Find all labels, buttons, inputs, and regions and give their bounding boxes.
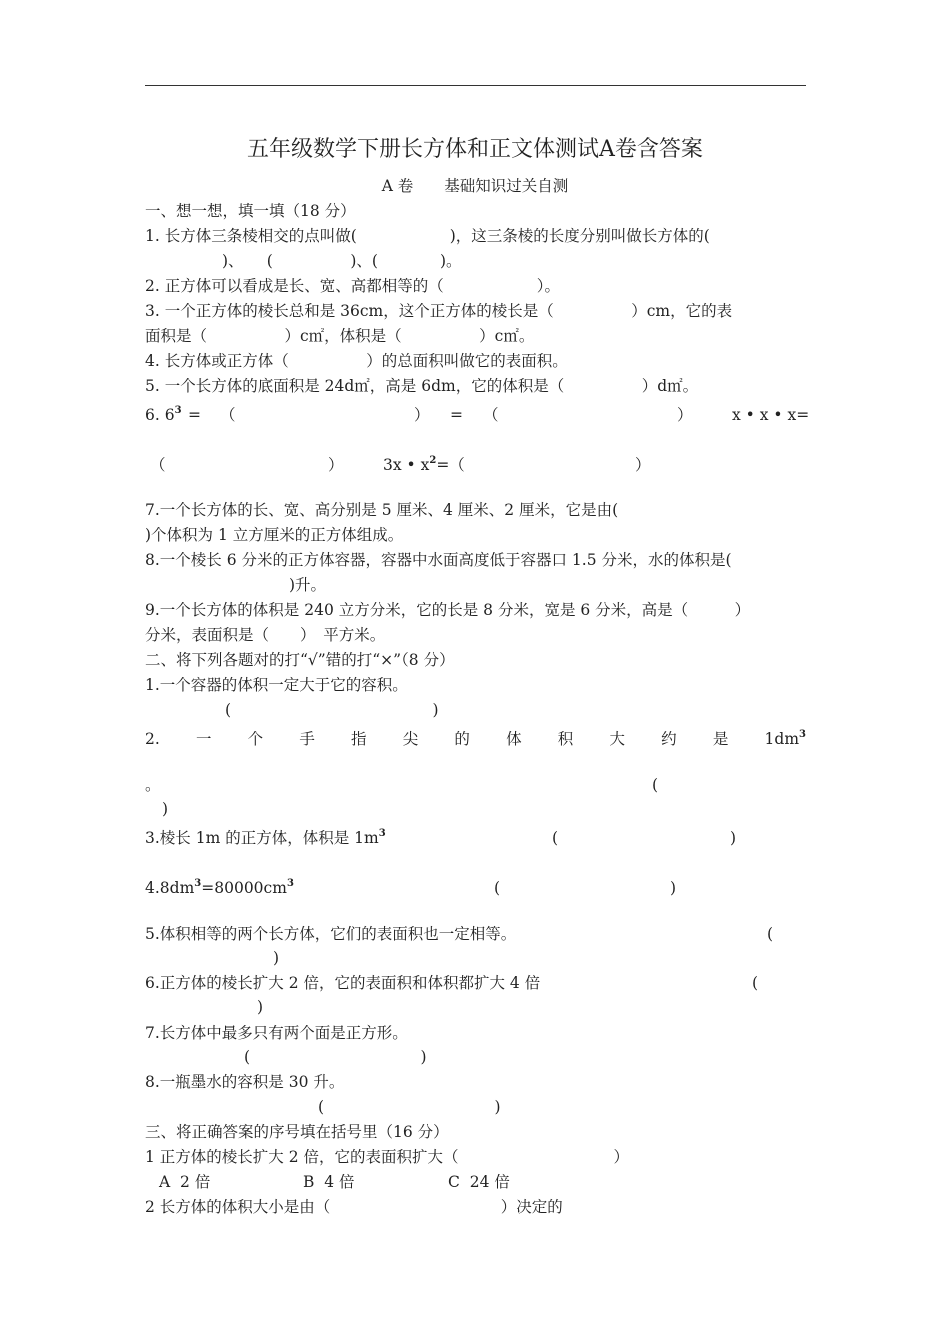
s3-q1-option-c: C 24 倍 [448,1173,510,1191]
s2-q5: 5.体积相等的两个长方体，它们的表面积也一定相等。 [145,925,517,943]
s2-q2-char: 一 [195,730,212,748]
s2-q1-answer-paren: ( ) [225,701,439,719]
section2-heading: 二、将下列各题对的打“√”错的打“×”（8 分） [145,651,455,669]
s2-q2-unit-text: 1dm [764,730,800,748]
section3-heading: 三、将正确答案的序号填在括号里（16 分） [145,1123,449,1141]
s2-q6: 6.正方体的棱长扩大 2 倍，它的表面积和体积都扩大 4 倍 [145,974,541,992]
s2-q2-char: 尖 [402,730,419,748]
s2-q4-exponent-1: 3 [194,878,202,889]
s1-q3-line1: 3. 一个正方体的棱长总和是 36cm，这个正方体的棱长是（ ）cm，它的表 [145,302,733,320]
s3-q1-option-b: B 4 倍 [303,1173,355,1191]
s1-q6-paren2-right: ） [677,406,693,424]
s2-q2-char: 大 [609,730,625,748]
s2-q3-text: 3.棱长 1m 的正方体，体积是 1m [145,829,379,847]
s1-q3-line2: 面积是（ ）c㎡，体积是（ ）c㎡。 [145,327,535,345]
s2-q2-char: 约 [661,730,677,748]
s2-q2-unit [765,729,806,749]
s2-q5-paren-left: ( [767,925,774,943]
s2-q1: 1.一个容器的体积一定大于它的容积。 [145,676,408,694]
s1-q6-base: 6. 6 [145,406,175,424]
s2-q2-paren-left: ( [652,776,659,794]
s3-q2: 2 长方体的体积大小是由（ ）决定的 [145,1198,563,1216]
section1-heading: 一、想一想，填一填（18 分） [145,202,356,220]
s1-q5: 5. 一个长方体的底面积是 24d㎡，高是 6dm，它的体积是（ ）d㎡。 [145,377,699,395]
s2-q2-char: 个 [247,730,264,748]
s2-q7-answer-paren: ( ) [244,1048,427,1066]
s2-q6-paren-right: ) [257,998,264,1016]
s2-q4-exponent-2: 3 [286,878,294,889]
s2-q2-char: 手 [299,730,315,748]
s1-q4: 4. 长方体或正方体（ ）的总面积叫做它的表面积。 [145,352,568,370]
page-title: 五年级数学下册长方体和正文体测试A卷含答案 [247,137,703,162]
s1-q6-paren2-left: （ [483,406,499,424]
s3-q1: 1 正方体的棱长扩大 2 倍，它的表面积扩大（ ） [145,1148,630,1166]
s2-q2-char: 是 [712,730,729,748]
s1-q6b-paren-left: （ [150,456,166,474]
s1-q6b-paren-right: ） [328,456,344,474]
s2-q8-answer-paren: ( ) [318,1098,501,1116]
s1-q1-line2: )、 ( )、( )。 [222,252,462,270]
s1-q6-eq1: = [188,406,201,424]
s2-q2-period: 。 [145,776,161,794]
s1-q6-eq2: = [450,406,463,424]
s2-q6-paren-left: ( [752,974,759,992]
s2-q4 [145,878,294,898]
s2-q3-paren-right: ) [730,829,737,847]
s2-q3-paren-left: ( [552,829,559,847]
s2-q4-a: 4.8dm [145,879,195,897]
s2-q4-paren-left: ( [494,879,501,897]
header-rule [145,85,806,86]
s1-q6-paren1-left: （ [220,406,236,424]
s1-q6b-expression [383,455,465,475]
s2-q2-char: 积 [557,730,574,748]
s2-q8: 8.一瓶墨水的容积是 30 升。 [145,1073,345,1091]
s1-q6-exponent: 3 [174,405,182,416]
s2-q2-paren-right: ) [162,800,169,818]
s2-q5-paren-right: ) [273,949,280,967]
s2-q3 [145,828,386,848]
s1-q6-paren1-right: ） [414,406,430,424]
s2-q2-char: 指 [351,730,367,748]
s2-q4-paren-right: ) [670,879,677,897]
s1-q6b-close: ） [635,456,651,474]
s2-q3-exponent: 3 [378,828,386,839]
s2-q2-char: 的 [454,730,470,748]
s2-q2-char: 体 [506,730,522,748]
s1-q9-line2: 分米，表面积是（ ） 平方米。 [145,626,386,644]
s1-q7-line2: )个体积为 1 立方厘米的正方体组成。 [145,526,404,544]
s1-q8-line1: 8.一个棱长 6 分米的正方体容器，容器中水面高度低于容器口 1.5 分米，水的体积是( [145,551,732,569]
s2-q2-exponent: 3 [799,729,806,740]
s3-q1-option-a: A 2 倍 [159,1173,211,1191]
s2-q2-line [145,729,806,749]
page-subtitle: A 卷 基础知识过关自测 [381,177,569,195]
s2-q4-b: =80000cm [201,879,287,897]
s1-q2: 2. 正方体可以看成是长、宽、高都相等的（ ）。 [145,277,560,295]
s1-q6b-exponent: 2 [429,455,437,466]
s1-q6-tail: x • x • x= [732,406,810,424]
s1-q9-line1: 9.一个长方体的体积是 240 立方分米，它的长是 8 分米，宽是 6 分米，高是（ ） [145,601,751,619]
s1-q6-power [145,405,182,425]
s1-q1-line1: 1. 长方体三条棱相交的点叫做( )，这三条棱的长度分别叫做长方体的( [145,227,710,245]
s1-q6b-expr-b: =（ [436,456,465,474]
s1-q8-line2: )升。 [289,576,327,594]
s1-q6b-expr-a: 3x • x [383,456,430,474]
s2-q7: 7.长方体中最多只有两个面是正方形。 [145,1024,408,1042]
s2-q2-char: 2. [145,730,160,748]
s1-q7-line1: 7.一个长方体的长、宽、高分别是 5 厘米、4 厘米、2 厘米，它是由( [145,501,619,519]
